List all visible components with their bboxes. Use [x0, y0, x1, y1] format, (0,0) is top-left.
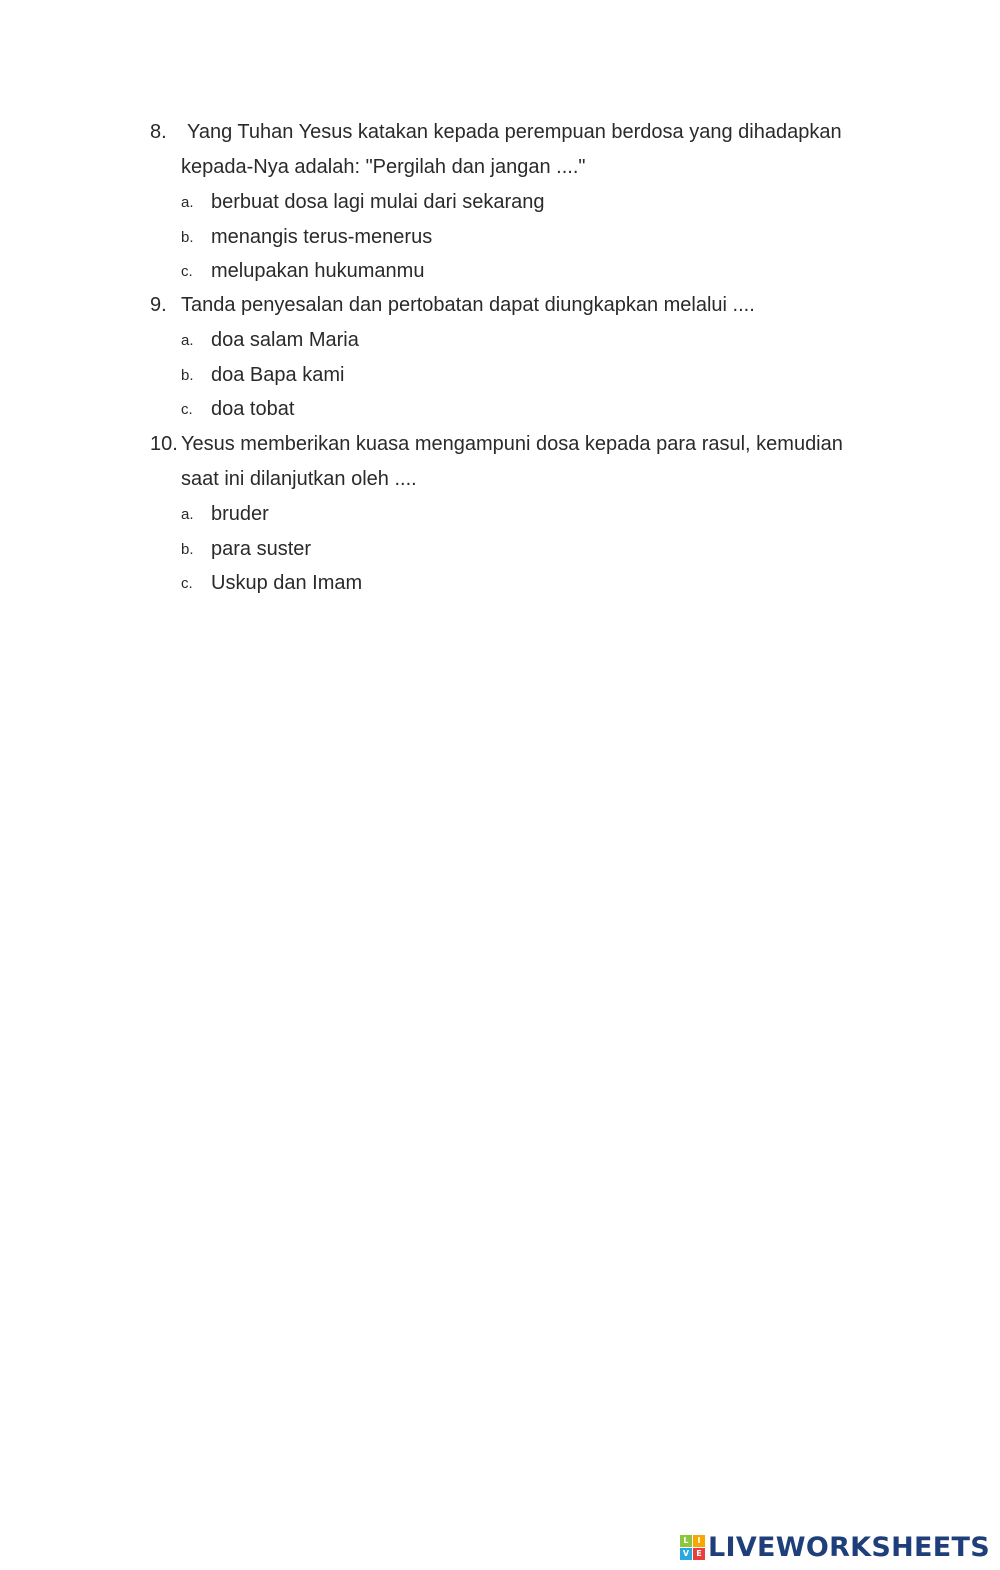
- brand-mark-tile: I: [693, 1535, 705, 1547]
- brand-name: LIVEWORKSHEETS: [707, 1531, 990, 1563]
- question-number: 8.: [150, 121, 167, 143]
- option-b[interactable]: [150, 220, 870, 255]
- question-9: [150, 288, 870, 427]
- option-a[interactable]: [150, 323, 870, 358]
- liveworksheets-logo: [680, 1532, 990, 1562]
- question-text: Yang Tuhan Yesus katakan kepada perempuan berdosa yang dihadapkan: [187, 121, 842, 143]
- question-10: [150, 427, 870, 601]
- option-text: doa tobat: [211, 398, 295, 421]
- brand-mark-tile: V: [680, 1548, 692, 1560]
- option-text: berbuat dosa lagi mulai dari sekarang: [211, 191, 545, 213]
- option-text: melupakan hukumanmu: [211, 260, 425, 283]
- option-letter: b.: [181, 366, 194, 384]
- option-letter: b.: [181, 540, 194, 558]
- option-c[interactable]: [150, 392, 870, 427]
- option-letter: c.: [181, 401, 193, 419]
- option-letter: a.: [181, 332, 194, 349]
- question-text: Tanda penyesalan dan pertobatan dapat diungkapkan melalui ....: [181, 294, 755, 316]
- brand-mark-icon: [680, 1535, 705, 1560]
- option-letter: a.: [181, 194, 194, 211]
- option-text: doa salam Maria: [211, 329, 359, 351]
- option-a[interactable]: [150, 497, 870, 532]
- option-b[interactable]: [150, 358, 870, 393]
- option-letter: c.: [181, 575, 193, 593]
- question-number: 9.: [150, 294, 167, 316]
- option-text: doa Bapa kami: [211, 363, 345, 386]
- option-letter: c.: [181, 263, 193, 281]
- option-text: Uskup dan Imam: [211, 572, 363, 595]
- option-c[interactable]: [150, 566, 870, 601]
- option-c[interactable]: [150, 254, 870, 289]
- question-line: [150, 288, 870, 323]
- question-8: [150, 115, 870, 289]
- option-letter: b.: [181, 228, 194, 246]
- option-text: para suster: [211, 537, 312, 560]
- question-line: [150, 115, 870, 150]
- brand-mark-tile: E: [693, 1548, 705, 1560]
- question-line: [150, 427, 870, 462]
- option-text: menangis terus-menerus: [211, 225, 433, 248]
- question-number: 10.: [150, 433, 178, 455]
- option-a[interactable]: [150, 185, 870, 220]
- option-b[interactable]: [150, 532, 870, 567]
- option-text: bruder: [211, 503, 269, 525]
- option-letter: a.: [181, 506, 194, 523]
- question-text: Yesus memberikan kuasa mengampuni dosa kepada para rasul, kemudian: [181, 433, 843, 455]
- question-text-continued: kepada-Nya adalah: "Pergilah dan jangan ....": [181, 156, 586, 178]
- brand-mark-tile: L: [680, 1535, 692, 1547]
- question-text-continued: saat ini dilanjutkan oleh ....: [181, 468, 417, 490]
